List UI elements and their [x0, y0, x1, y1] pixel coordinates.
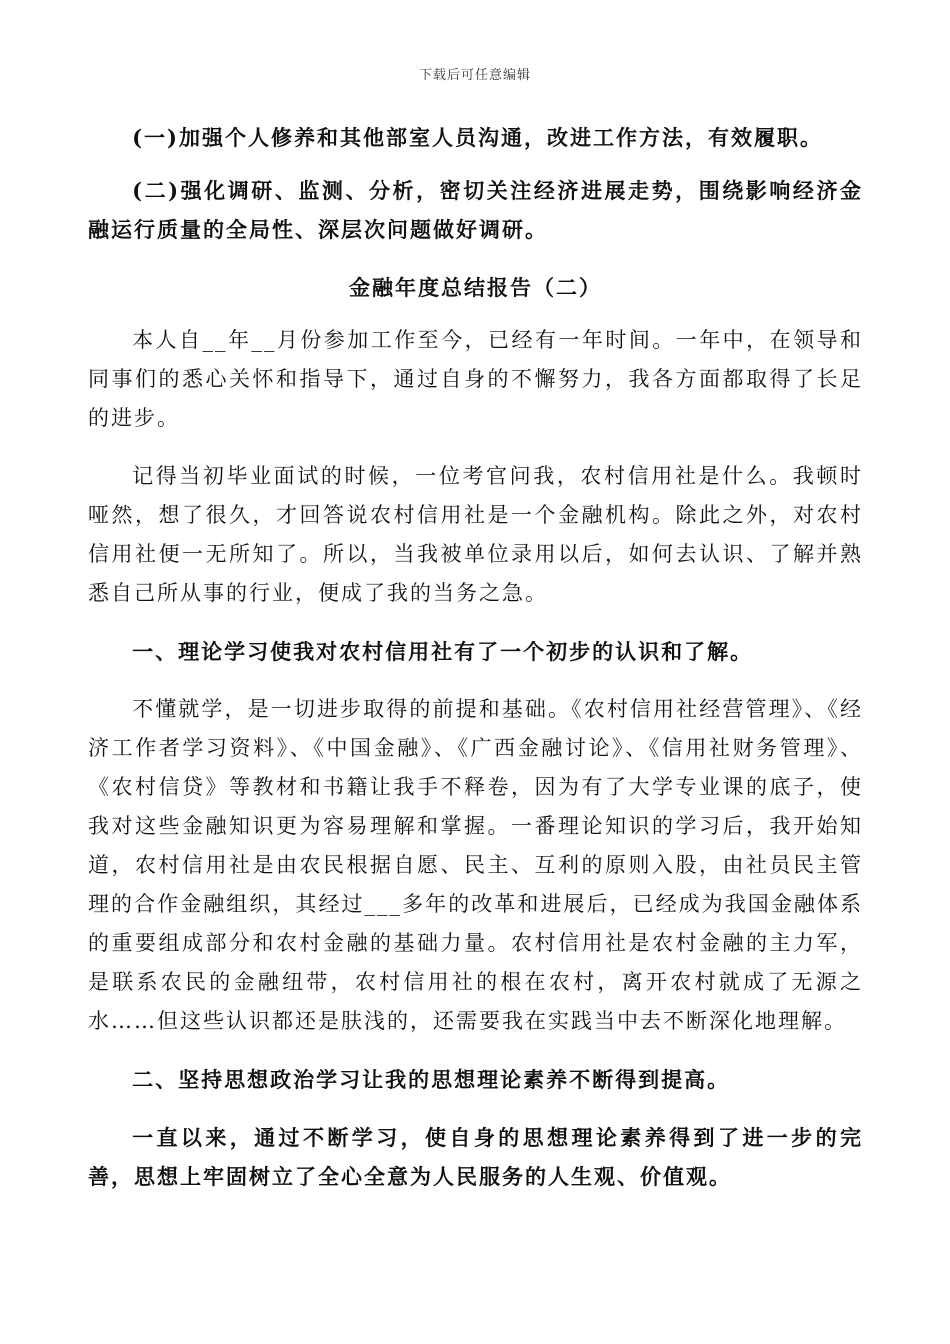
- paragraph-ideology: 一直以来，通过不断学习，使自身的思想理论素养得到了进一步的完善，思想上牢固树立了全心全意为人民服务的人生观、价值观。: [88, 1125, 863, 1189]
- document-body: [88, 118, 863, 1196]
- report-title: 金融年度总结报告（二）: [349, 275, 602, 300]
- paragraph-item-1: (一)加强个人修养和其他部室人员沟通，改进工作方法，有效履职。: [132, 125, 823, 150]
- paragraph-intro: 本人自__年__月份参加工作至今，已经有一年时间。一年中，在领导和同事们的悉心关怀和指导下，通过自身的不懈努力，我各方面都取得了长足的进步。: [88, 328, 863, 430]
- section-heading-1: 一、理论学习使我对农村信用社有了一个初步的认识和了解。: [132, 639, 754, 664]
- section-heading-2: 二、坚持思想政治学习让我的思想理论素养不断得到提高。: [132, 1067, 731, 1092]
- paragraph-theory: 不懂就学，是一切进步取得的前提和基础。《农村信用社经营管理》、《经济工作者学习资料》、《中国金融》、《广西金融讨论》、《信用社财务管理》、《农村信贷》等教材和书籍让我手不释卷，因为有了大学专业课的底子，使我对这些金融知识更为容易理解和掌握。一番理论知识的学习后，我开始知道，农村信用社是由农民根据自愿、民主、互利的原则入股，由社员民主管理的合作金融组织，其经过___多年的改革和进展后，已经成为我国金融体系的重要组成部分和农村金融的基础力量。农村信用社是农村金融的主力军，是联系农民的金融纽带，农村信用社的根在农村，离开农村就成了无源之水……但这些认识都还是肤浅的，还需要我在实践当中去不断深化地理解。: [88, 697, 863, 1033]
- header-note: 下载后可任意编辑: [418, 68, 531, 83]
- paragraph-item-2: (二)强化调研、监测、分析，密切关注经济进展走势，围绕影响经济金融运行质量的全局性、深层次问题做好调研。: [88, 178, 863, 242]
- paragraph-interview: 记得当初毕业面试的时候，一位考官问我，农村信用社是什么。我顿时哑然，想了很久，才回答说农村信用社是一个金融机构。除此之外，对农村信用社便一无所知了。所以，当我被单位录用以后，如何去认识、了解并熟悉自己所从事的行业，便成了我的当务之急。: [88, 464, 863, 605]
